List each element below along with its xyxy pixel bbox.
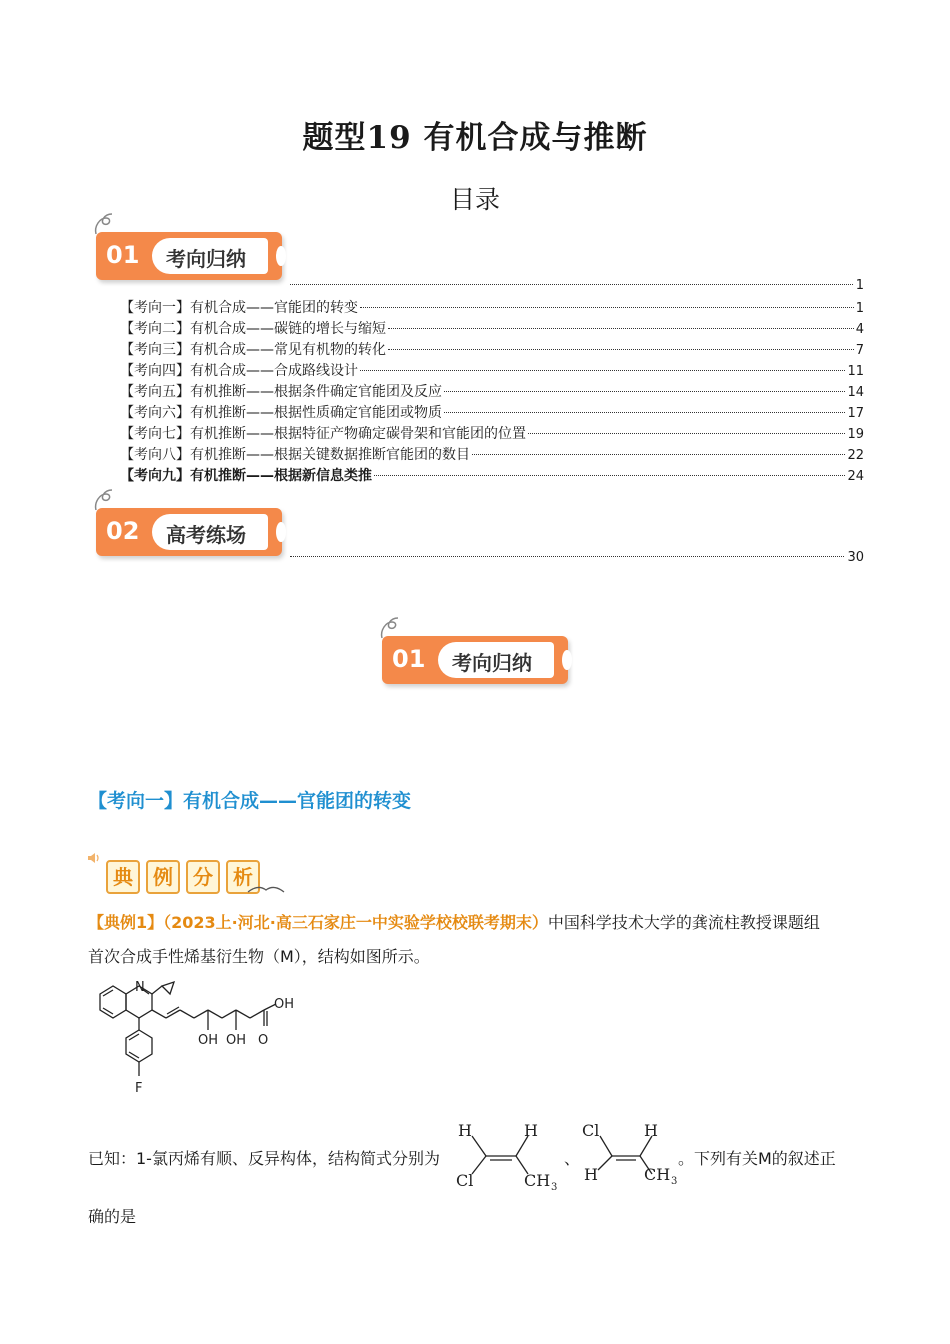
banner-char: 典 bbox=[106, 860, 140, 894]
badge-label: 高考练场 bbox=[166, 523, 246, 547]
toc-label: 【考向二】有机合成——碳链的增长与缩短 bbox=[120, 321, 386, 337]
known-text bbox=[88, 1142, 488, 1176]
toc-entry[interactable] bbox=[120, 298, 864, 318]
example-banner bbox=[86, 848, 276, 898]
toc-page: 4 bbox=[855, 322, 864, 337]
atom-h: H bbox=[584, 1165, 598, 1184]
banner-char: 析 bbox=[226, 860, 260, 894]
atom-h: H bbox=[644, 1121, 658, 1140]
example-tag: 【典例1】 bbox=[88, 913, 164, 932]
toc-page: 1 bbox=[855, 301, 864, 316]
toc-label: 【考向七】有机推断——根据特征产物确定碳骨架和官能团的位置 bbox=[120, 426, 526, 442]
toc-entry[interactable] bbox=[120, 319, 864, 339]
atom-f: F bbox=[135, 1081, 143, 1096]
atom-n: N bbox=[135, 980, 145, 995]
badge-number: 02 bbox=[106, 517, 140, 545]
page-title: 题型19 有机合成与推断 bbox=[302, 120, 648, 156]
banner-char: 例 bbox=[146, 860, 180, 894]
badge-label: 考向归纳 bbox=[452, 651, 532, 675]
toc-page: 1 bbox=[855, 278, 864, 293]
toc-page: 30 bbox=[847, 550, 864, 565]
toc-page: 7 bbox=[855, 343, 864, 358]
toc-entry[interactable] bbox=[120, 403, 864, 423]
atom-cl: Cl bbox=[582, 1121, 600, 1140]
section-badge-2 bbox=[96, 492, 286, 556]
molecule-m-structure bbox=[88, 974, 318, 1104]
toc-label: 【考向九】有机推断——根据新信息类推 bbox=[120, 468, 372, 484]
atom-oh: OH bbox=[226, 1033, 247, 1048]
subscript-3: 3 bbox=[671, 1176, 678, 1187]
toc-page: 19 bbox=[847, 427, 864, 442]
toc-title: 目录 bbox=[449, 185, 500, 214]
known-prefix: 已知：1-氯丙烯有顺、反异构体，结构简式分别为 bbox=[88, 1149, 440, 1168]
cis-chloropropene-structure bbox=[452, 1118, 562, 1196]
atom-oh: OH bbox=[274, 997, 295, 1012]
toc-page: 24 bbox=[847, 469, 864, 484]
toc-label: 【考向五】有机推断——根据条件确定官能团及反应 bbox=[120, 384, 442, 400]
separator: 、 bbox=[564, 1149, 581, 1168]
toc-entry-section1[interactable] bbox=[290, 278, 864, 298]
toc-page: 17 bbox=[847, 406, 864, 421]
subscript-3: 3 bbox=[551, 1182, 558, 1193]
atom-h: H bbox=[524, 1121, 538, 1140]
toc-label: 【考向三】有机合成——常见有机物的转化 bbox=[120, 342, 386, 358]
example-paragraph bbox=[88, 906, 858, 940]
toc-label: 【考向四】有机合成——合成路线设计 bbox=[120, 363, 358, 379]
book-icon bbox=[246, 884, 286, 894]
toc-entry[interactable] bbox=[120, 340, 864, 360]
badge-label: 考向归纳 bbox=[166, 247, 246, 271]
badge-number: 01 bbox=[392, 645, 426, 673]
toc-page: 22 bbox=[847, 448, 864, 463]
atom-ch3: CH bbox=[524, 1171, 551, 1190]
example-paragraph-2: 首次合成手性烯基衍生物（M），结构如图所示。 bbox=[88, 947, 430, 966]
toc-page: 11 bbox=[847, 364, 864, 379]
toc-label: 【考向八】有机推断——根据关键数据推断官能团的数目 bbox=[120, 447, 470, 463]
atom-o: O bbox=[258, 1033, 269, 1048]
toc-entry[interactable] bbox=[120, 445, 864, 465]
atom-ch3: CH bbox=[644, 1165, 671, 1184]
toc-page: 14 bbox=[847, 385, 864, 400]
toc-label: 【考向六】有机推断——根据性质确定官能团或物质 bbox=[120, 405, 442, 421]
toc-entry[interactable] bbox=[120, 382, 864, 402]
atom-h: H bbox=[458, 1121, 472, 1140]
toc-entry-section2[interactable] bbox=[290, 550, 864, 570]
example-text: 中国科学技术大学的龚流柱教授课题组 bbox=[547, 913, 820, 932]
atom-oh: OH bbox=[198, 1033, 219, 1048]
atom-cl: Cl bbox=[456, 1171, 474, 1190]
banner-char: 分 bbox=[186, 860, 220, 894]
trans-chloropropene-structure bbox=[576, 1118, 686, 1196]
toc-label: 【考向一】有机合成——官能团的转变 bbox=[120, 300, 358, 316]
speaker-icon bbox=[86, 850, 102, 866]
section-heading: 【考向一】有机合成——官能团的转变 bbox=[88, 790, 412, 812]
example-source: （2023上·河北·高三石家庄一中实验学校校联考期末） bbox=[163, 913, 548, 932]
section-badge-3 bbox=[382, 620, 572, 684]
badge-number: 01 bbox=[106, 241, 140, 269]
toc-entry[interactable] bbox=[120, 424, 864, 444]
section-badge-1 bbox=[96, 216, 286, 280]
toc-entry[interactable] bbox=[120, 466, 864, 486]
known-suffix: 。下列有关M的叙述正 bbox=[678, 1149, 836, 1168]
question-stem: 确的是 bbox=[88, 1207, 137, 1226]
toc-entry[interactable] bbox=[120, 361, 864, 381]
